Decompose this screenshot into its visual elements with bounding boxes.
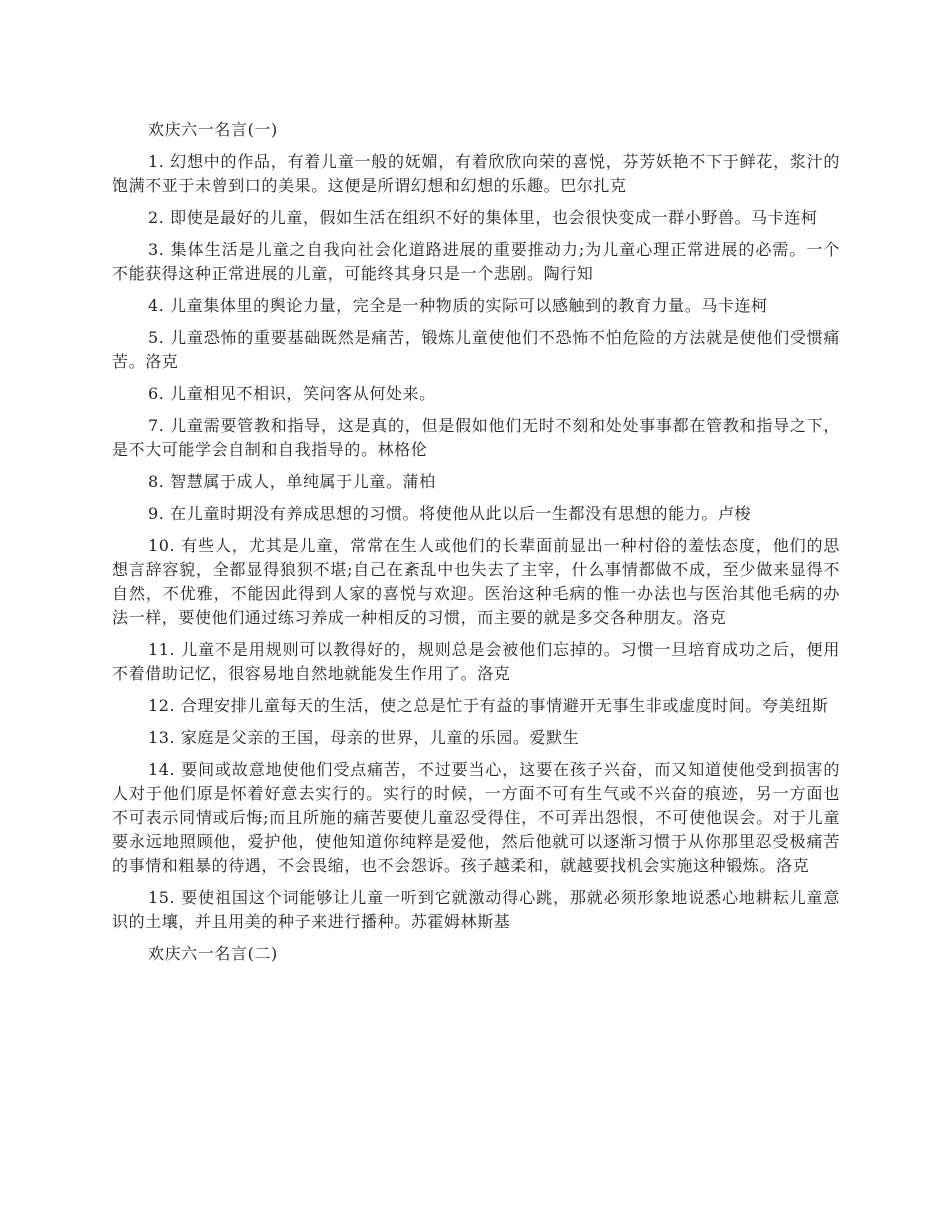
- quote-paragraph-9: 9. 在儿童时期没有养成思想的习惯。将使他从此以后一生都没有思想的能力。卢梭: [148, 504, 752, 523]
- document-page: [112, 118, 840, 974]
- quote-paragraph-3: 3. 集体生活是儿童之自我向社会化道路进展的重要推动力;为儿童心理正常进展的必需。一个不能获得这种正常进展的儿童，可能终其身只是一个悲剧。陶行知: [112, 240, 840, 283]
- quote-paragraph-1: 1. 幻想中的作品，有着儿童一般的妩媚，有着欣欣向荣的喜悦，芬芳妖艳不下于鲜花，浆汁的饱满不亚于未曾到口的美果。这便是所谓幻想和幻想的乐趣。巴尔扎克: [112, 152, 840, 195]
- section-heading-2: 欢庆六一名言(二): [148, 944, 278, 963]
- quote-paragraph-4: 4. 儿童集体里的舆论力量，完全是一种物质的实际可以感触到的教育力量。马卡连柯: [148, 296, 768, 315]
- quote-paragraph-13: 13. 家庭是父亲的王国，母亲的世界，儿童的乐园。爱默生: [148, 728, 580, 747]
- quote-paragraph-15: 15. 要使祖国这个词能够让儿童一听到它就激动得心跳，那就必须形象地说悉心地耕耘儿童意识的土壤，并且用美的种子来进行播种。苏霍姆林斯基: [112, 888, 840, 931]
- quote-paragraph-11: 11. 儿童不是用规则可以教得好的，规则总是会被他们忘掉的。习惯一旦培育成功之后，便用不着借助记忆，很容易地自然地就能发生作用了。洛克: [112, 640, 840, 683]
- quote-paragraph-14: 14. 要间或故意地使他们受点痛苦，不过要当心，这要在孩子兴奋，而又知道使他受到损害的人对于他们原是怀着好意去实行的。实行的时候，一方面不可有生气或不兴奋的痕迹，另一方面也不可表示同情或后悔;而且所施的痛苦要使儿童忍受得住，不可弄出怨恨，不可使他误会。对于儿童要永远地照顾他，爱护他，使他知道你纯粹是爱他，然后他就可以逐渐习惯于从你那里忍受极痛苦的事情和粗暴的待遇，不会畏缩，也不会怨诉。孩子越柔和，就越要找机会实施这种锻炼。洛克: [112, 760, 840, 875]
- quote-paragraph-7: 7. 儿童需要管教和指导，这是真的，但是假如他们无时不刻和处处事事都在管教和指导之下，是不大可能学会自制和自我指导的。林格伦: [112, 416, 840, 459]
- quote-paragraph-6: 6. 儿童相见不相识，笑问客从何处来。: [148, 384, 436, 403]
- quote-paragraph-12: 12. 合理安排儿童每天的生活，使之总是忙于有益的事情避开无事生非或虚度时间。夸美纽斯: [148, 696, 829, 715]
- quote-paragraph-5: 5. 儿童恐怖的重要基础既然是痛苦，锻炼儿童使他们不恐怖不怕危险的方法就是使他们受惯痛苦。洛克: [112, 328, 840, 371]
- quote-paragraph-10: 10. 有些人，尤其是儿童，常常在生人或他们的长辈面前显出一种村俗的羞怯态度，他们的思想言辞容貌，全都显得狼狈不堪;自己在紊乱中也失去了主宰，什么事情都做不成，至少做来显得不自然，不优雅，不能因此得到人家的喜悦与欢迎。医治这种毛病的惟一办法也与医治其他毛病的办法一样，要使他们通过练习养成一种相反的习惯，而主要的就是多交各种朋友。洛克: [112, 536, 840, 627]
- quote-paragraph-8: 8. 智慧属于成人，单纯属于儿童。蒲柏: [148, 472, 436, 491]
- section-heading-1: 欢庆六一名言(一): [148, 120, 278, 139]
- quote-paragraph-2: 2. 即使是最好的儿童，假如生活在组织不好的集体里，也会很快变成一群小野兽。马卡连柯: [148, 208, 818, 227]
